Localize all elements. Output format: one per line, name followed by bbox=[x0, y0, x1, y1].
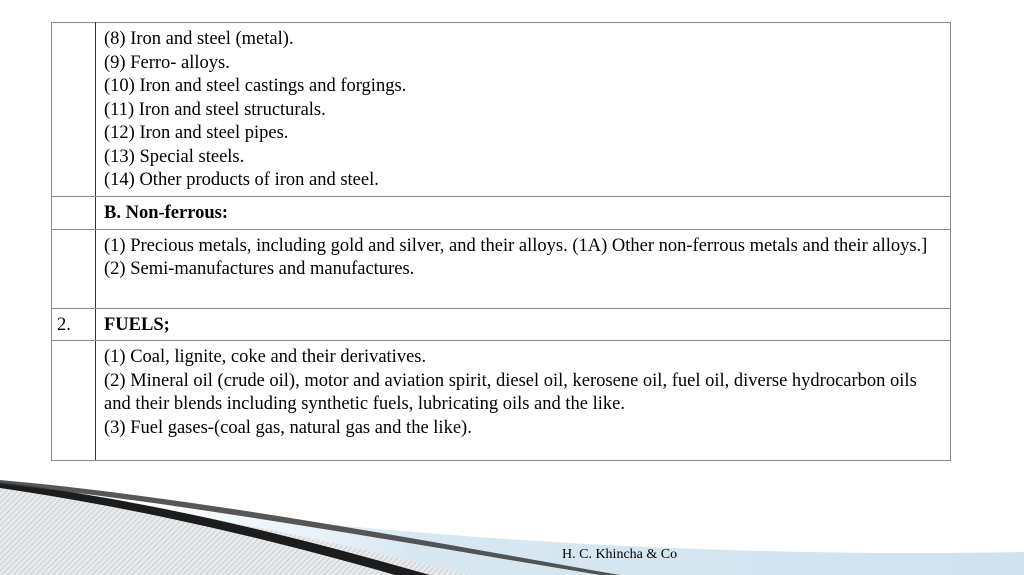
heading-text: FUELS; bbox=[104, 314, 170, 335]
footer-credit: H. C. Khincha & Co bbox=[562, 547, 678, 562]
number-cell bbox=[52, 23, 96, 197]
content-table bbox=[51, 22, 951, 461]
heading-text: B. Non-ferrous: bbox=[104, 203, 229, 223]
section-heading bbox=[96, 197, 951, 230]
list-item: (1) Precious metals, including gold and silver, and their alloys. (1A) Other non-ferrous metals and their alloys.] bbox=[104, 235, 928, 256]
list-item: (10) Iron and steel castings and forgings. bbox=[104, 76, 407, 96]
list-item: (11) Iron and steel structurals. bbox=[104, 99, 326, 120]
content-cell bbox=[96, 229, 951, 308]
section-heading bbox=[96, 308, 951, 341]
content-cell bbox=[96, 23, 951, 197]
list-item: (12) Iron and steel pipes. bbox=[104, 123, 289, 143]
number-cell bbox=[52, 197, 96, 230]
number-cell bbox=[52, 229, 96, 308]
number-cell bbox=[52, 341, 96, 461]
table-row bbox=[52, 23, 951, 197]
list-item: (3) Fuel gases-(coal gas, natural gas and the like). bbox=[104, 417, 472, 438]
content-cell bbox=[96, 341, 951, 461]
list-item: (8) Iron and steel (metal). bbox=[104, 29, 294, 49]
decorative-swoosh bbox=[0, 480, 1024, 575]
list-item: (14) Other products of iron and steel. bbox=[104, 170, 379, 190]
table-row bbox=[52, 197, 951, 230]
number-cell: 2. bbox=[52, 308, 96, 341]
table-row bbox=[52, 229, 951, 308]
table-row bbox=[52, 308, 951, 341]
list-item: (1) Coal, lignite, coke and their derivatives. bbox=[104, 347, 427, 367]
list-item: (9) Ferro- alloys. bbox=[104, 52, 230, 73]
list-item: (13) Special steels. bbox=[104, 146, 245, 167]
list-item: (2) Mineral oil (crude oil), motor and aviation spirit, diesel oil, kerosene oil, fuel oil, diverse hydrocarbon oils and their blends including synthetic fuels, lubricating oils and the like. bbox=[104, 370, 917, 414]
table-row bbox=[52, 341, 951, 461]
list-item: (2) Semi-manufactures and manufactures. bbox=[104, 259, 415, 279]
